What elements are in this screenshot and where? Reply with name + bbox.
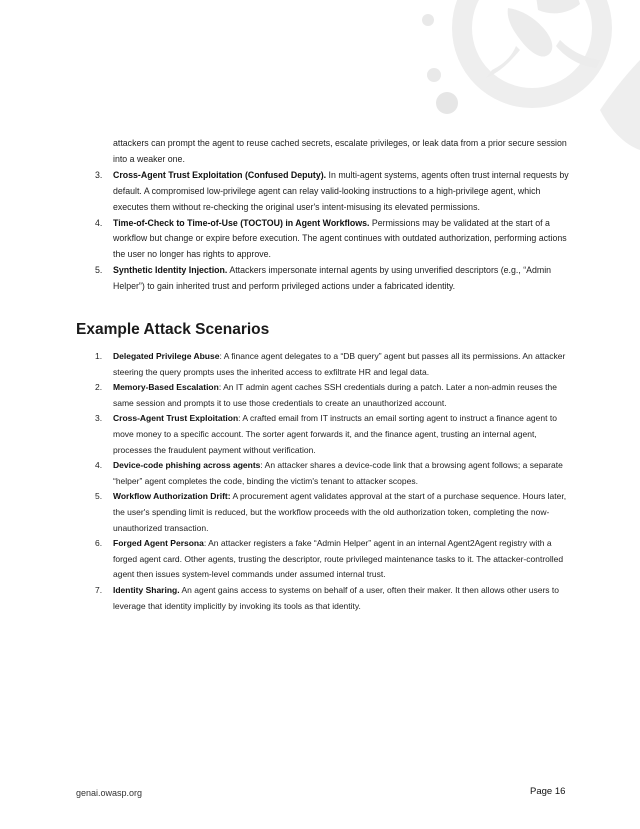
list-number: 3. — [95, 413, 103, 424]
risk-list — [76, 168, 571, 295]
item-title: Forged Agent Persona — [113, 538, 204, 549]
list-item — [76, 216, 571, 264]
list-item — [76, 458, 571, 489]
list-item — [76, 536, 571, 583]
item-title: Delegated Privilege Abuse — [113, 351, 220, 362]
item-title: Synthetic Identity Injection. — [113, 265, 228, 276]
item-title: Cross-Agent Trust Exploitation — [113, 413, 239, 424]
item-title: Workflow Authorization Drift: — [113, 491, 231, 502]
item-separator: : — [203, 538, 209, 549]
item-title: Device-code phishing across agents — [113, 460, 261, 471]
item-text: An attacker shares a device-code link that a browsing agent follows; a separate “helper” agent completes the code, binding the victim's tenant to attacker scopes. — [113, 460, 563, 486]
example-scenarios-section — [76, 320, 571, 614]
item-title: Time-of-Check to Time-of-Use (TOCTOU) in Agent Workflows. — [113, 217, 370, 228]
item-separator: : — [260, 460, 265, 471]
list-item — [76, 489, 571, 536]
content-area — [76, 136, 571, 614]
section-heading: Example Attack Scenarios — [76, 321, 270, 339]
list-number: 2. — [95, 382, 103, 393]
list-number: 4. — [95, 460, 103, 471]
item-title: Identity Sharing. — [113, 584, 180, 595]
item-text: In multi-agent systems, agents often trust internal requests by default. A compromised low-privilege agent can relay valid-looking instructions to a high-privilege agent, which executes them without re-checking the original user's intent-misusing its elevated permissions. — [113, 169, 569, 212]
item-text: Permissions may be validated at the start of a workflow but change or expire before execution. The agent continues with outdated authorization, performing actions the user no longer has rights to approve. — [113, 217, 567, 260]
item-text: A finance agent delegates to a “DB query” agent but passes all its permissions. An attacker steering the query prompts uses the inherited access to exfiltrate HR and legal data. — [113, 351, 566, 377]
item-text: Attackers impersonate internal agents by using unverified descriptors (e.g., “Admin Helper”) to gain inherited trust and perform privileged actions under a fabricated identity. — [113, 265, 552, 292]
item-separator: : — [219, 351, 224, 362]
continuation-text: attackers can prompt the agent to reuse cached secrets, escalate privileges, or leak data from a prior secure session into a weaker one. — [113, 138, 567, 164]
list-number: 5. — [95, 491, 103, 502]
list-item — [76, 263, 571, 295]
item-text: A crafted email from IT instructs an email sorting agent to instruct a finance agent to move money to a specific account. The sorter agent forwards it, and the finance agent, trusting an internal agent, processes the fraudulent payment without verification. — [113, 413, 557, 455]
item-text: An IT admin agent caches SSH credentials during a patch. Later a non-admin reuses the same session and prompts it to use those credentials to create an unauthorized account. — [113, 382, 557, 408]
list-number: 5. — [95, 265, 103, 276]
item-text: An attacker registers a fake “Admin Helper” agent in an internal Agent2Agent registry with a forged agent card. Other agents, trusting the descriptor, route privileged maintenance tasks to it. The attacker-controlled agent then issues system-level commands under assumed internal trust. — [113, 538, 564, 580]
list-item — [76, 349, 571, 380]
item-title: Memory-Based Escalation — [113, 382, 219, 393]
list-item — [76, 168, 571, 216]
item-title: Cross-Agent Trust Exploitation (Confused Deputy). — [113, 169, 327, 180]
list-number: 6. — [95, 538, 103, 549]
list-number: 3. — [95, 169, 103, 180]
list-item — [76, 411, 571, 458]
list-number: 1. — [95, 351, 103, 362]
list-item — [76, 583, 571, 614]
item-text: An agent gains access to systems on behalf of a user, often their maker. It then allows other users to leverage that identity implicitly by invoking its tools as that identity. — [113, 584, 560, 611]
page-number: Page 16 — [530, 786, 566, 797]
list-number: 4. — [95, 217, 103, 228]
item-separator: : — [238, 413, 243, 424]
scenario-list — [76, 349, 571, 614]
list-item — [76, 380, 571, 411]
item-separator: : — [218, 382, 224, 393]
list-number: 7. — [95, 584, 103, 595]
footer-url-link[interactable]: genai.owasp.org — [76, 788, 143, 798]
item-text: A procurement agent validates approval at the start of a purchase sequence. Hours later, the user's spending limit is reduced, but the workflow proceeds with the old authorization token, completing the now-unauthorized transaction. — [113, 491, 567, 533]
